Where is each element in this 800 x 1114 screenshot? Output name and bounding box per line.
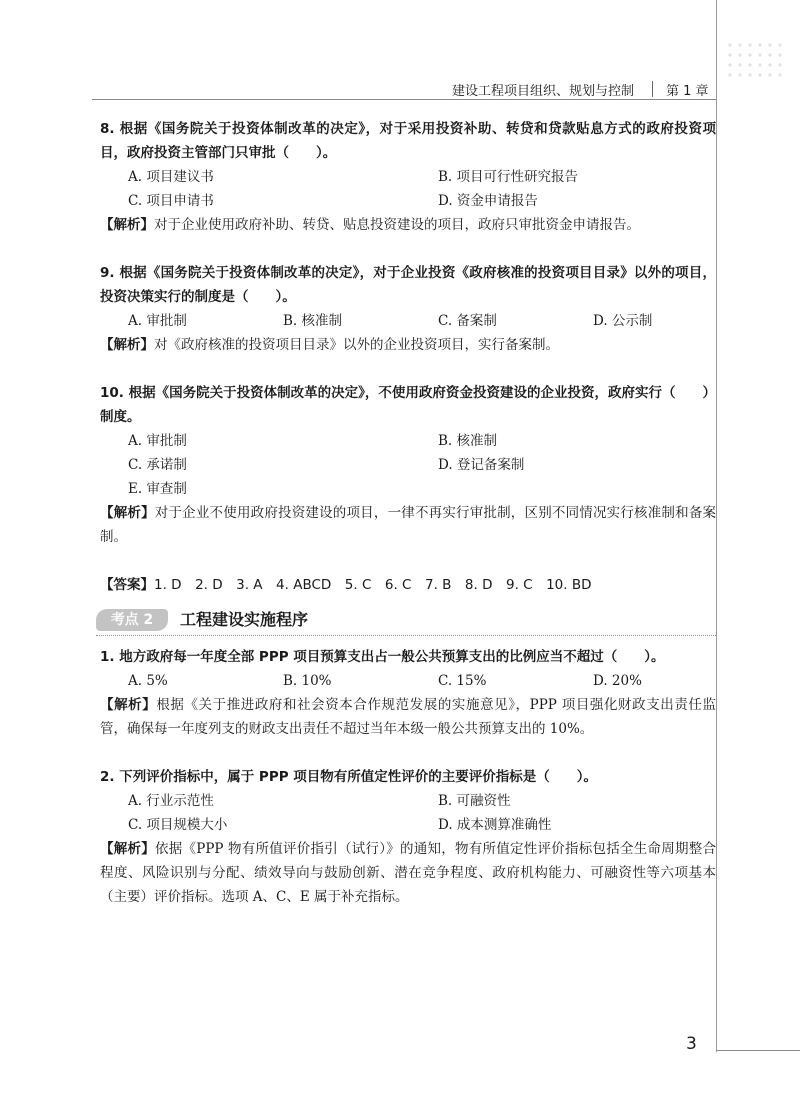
analysis (100, 837, 716, 909)
options-list (100, 429, 716, 501)
analysis-tag: 【解析】 (100, 505, 155, 521)
analysis-text: 依据《PPP 物有所值评价指引（试行）》的通知，物有所值定性评价指标包括全生命周期整合程度、风险识别与分配、绩效导向与鼓励创新、潜在竞争程度、政府机构能力、可融资性等六项基本（主要）评价指标。选项 A、C、E 属于补充指标。 (100, 841, 716, 905)
option: A. 行业示范性 (128, 793, 214, 809)
answer-tag: 【答案】 (100, 577, 154, 593)
analysis-tag: 【解析】 (100, 841, 155, 857)
analysis-text: 对于企业使用政府补助、转贷、贴息投资建设的项目，政府只审批资金申请报告。 (154, 217, 640, 233)
option: A. 审批制 (128, 313, 187, 329)
question-text: 2. 下列评价指标中，属于 PPP 项目物有所值定性评价的主要评价指标是（ ）。 (100, 769, 598, 785)
answer-list: 1. D 2. D 3. A 4. ABCD 5. C 6. C 7. B 8. D 9. C 10. BD (154, 577, 592, 593)
decorative-dot-grid (725, 40, 785, 78)
option: A. 审批制 (128, 433, 187, 449)
option: D. 公示制 (593, 313, 653, 329)
section-badge: 考点 2 (96, 609, 168, 631)
option: D. 登记备案制 (438, 457, 525, 473)
option: D. 成本测算准确性 (438, 817, 552, 833)
question-text: 10. 根据《国务院关于投资体制改革的决定》，不使用政府资金投资建设的企业投资，政府实行（ ）制度。 (100, 385, 716, 425)
book-title: 建设工程项目组织、规划与控制 (452, 84, 635, 99)
option: C. 15% (438, 673, 487, 689)
page-content (100, 117, 716, 909)
option: B. 核准制 (283, 313, 343, 329)
header-separator (652, 81, 653, 97)
option: E. 审查制 (128, 481, 187, 497)
page-number: 3 (686, 1034, 697, 1054)
analysis-tag: 【解析】 (100, 217, 154, 233)
option: D. 20% (593, 673, 642, 689)
option: A. 5% (128, 673, 168, 689)
option: B. 可融资性 (438, 793, 511, 809)
question-text: 8. 根据《国务院关于投资体制改革的决定》，对于采用投资补助、转贷和贷款贴息方式的政府投资项目，政府投资主管部门只审批（ ）。 (100, 121, 716, 161)
analysis-text: 对于企业不使用政府投资建设的项目，一律不再实行审批制，区别不同情况实行核准制和备案制。 (100, 505, 717, 545)
running-header (452, 80, 714, 98)
section-title: 工程建设实施程序 (180, 610, 309, 629)
option: B. 10% (283, 673, 332, 689)
option: C. 项目规模大小 (128, 817, 228, 833)
section-dotted-rule (96, 635, 716, 636)
analysis-tag: 【解析】 (100, 337, 154, 353)
analysis (100, 693, 716, 741)
option: C. 承诺制 (128, 457, 187, 473)
analysis (100, 501, 716, 549)
option: D. 资金申请报告 (438, 193, 538, 209)
question-text: 9. 根据《国务院关于投资体制改革的决定》，对于企业投资《政府核准的投资项目目录》以外的项目，投资决策实行的制度是（ ）。 (100, 265, 716, 305)
analysis (100, 213, 716, 237)
chapter-label: 第 1 章 (666, 84, 709, 99)
margin-vertical-rule (716, 0, 717, 1052)
analysis (100, 333, 716, 357)
answer-key (100, 573, 716, 597)
analysis-tag: 【解析】 (100, 697, 157, 713)
option: B. 项目可行性研究报告 (438, 169, 579, 185)
option: C. 备案制 (438, 313, 497, 329)
option: A. 项目建议书 (128, 169, 214, 185)
section-heading (96, 605, 716, 639)
options-list (100, 669, 716, 693)
page-number-rule (716, 1050, 800, 1051)
header-rule (92, 99, 716, 100)
analysis-text: 对《政府核准的投资项目目录》以外的企业投资项目，实行备案制。 (154, 337, 559, 353)
options-list (100, 309, 716, 333)
question-text: 1. 地方政府每一年度全部 PPP 项目预算支出占一般公共预算支出的比例应当不超过（ ）。 (100, 649, 665, 665)
option: B. 核准制 (438, 433, 498, 449)
analysis-text: 根据《关于推进政府和社会资本合作规范发展的实施意见》，PPP 项目强化财政支出责任监管，确保每一年度列支的财政支出责任不超过当年本级一般公共预算支出的 10%。 (100, 697, 717, 737)
options-list (100, 165, 716, 213)
options-list (100, 789, 716, 837)
option: C. 项目申请书 (128, 193, 214, 209)
